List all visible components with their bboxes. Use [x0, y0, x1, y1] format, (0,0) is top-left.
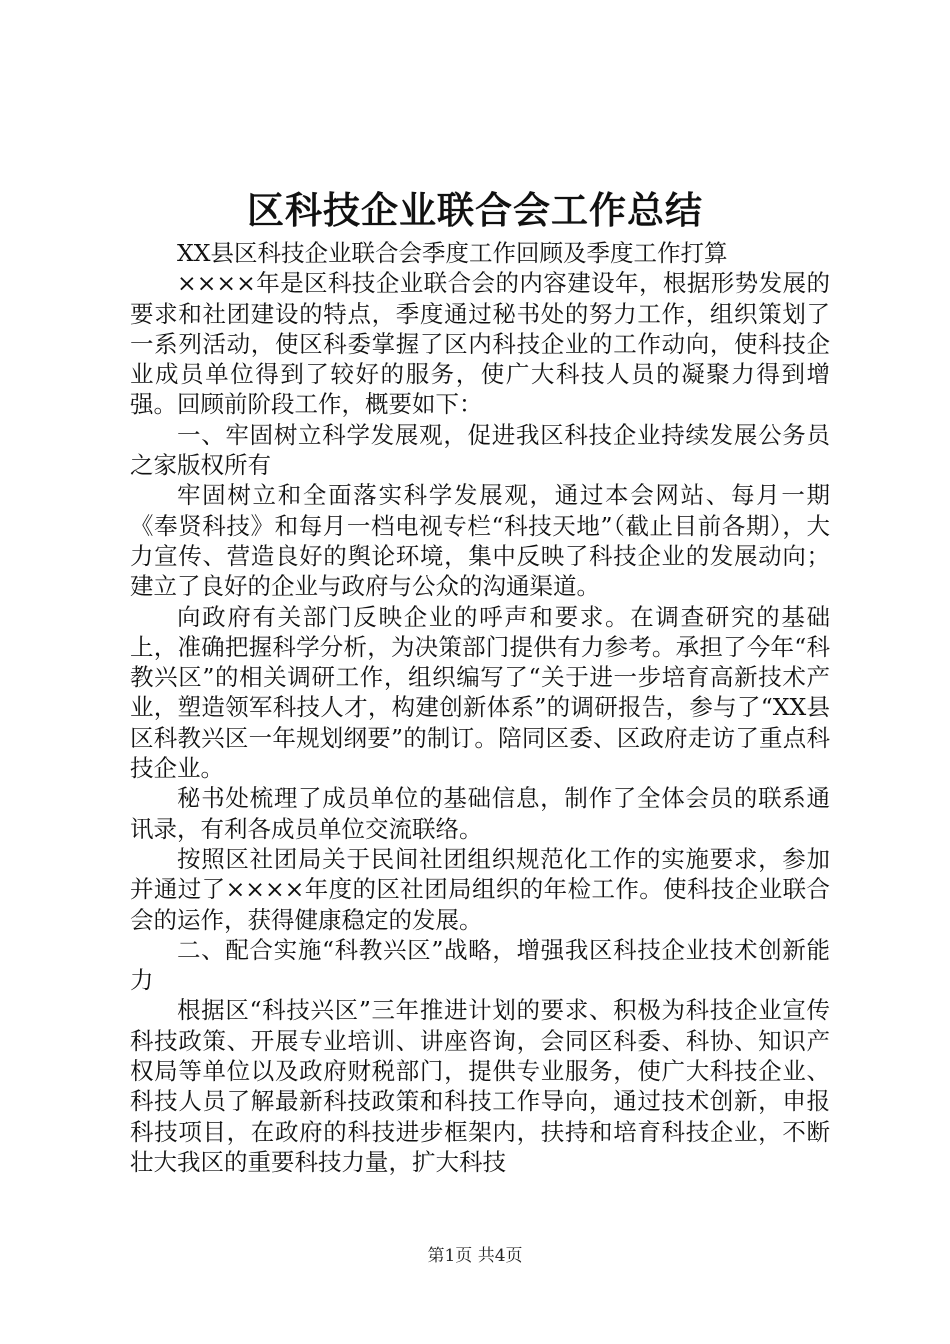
page-footer: 第1页 共4页 — [427, 1246, 523, 1266]
paragraph: ××××年是区科技企业联合会的内容建设年，根据形势发展的要求和社团建设的特点，季度通过秘书处的努力工作，组织策划了一系列活动，使区科委掌握了区内科技企业的工作动向，使科技企业成员单位得到了较好的服务，使广大科技人员的凝聚力得到增强。回顾前阶段工作，概要如下： — [130, 269, 830, 419]
paragraph: 秘书处梳理了成员单位的基础信息，制作了全体会员的联系通讯录，有利各成员单位交流联络。 — [130, 784, 830, 843]
paragraph-subtitle: XX县区科技企业联合会季度工作回顾及季度工作打算 — [177, 239, 728, 267]
document-title: 区科技企业联合会工作总结 — [247, 188, 703, 232]
section-heading: 二、配合实施“科教兴区”战略，增强我区科技企业技术创新能力 — [130, 935, 830, 995]
paragraph: 按照区社团局关于民间社团组织规范化工作的实施要求，参加并通过了××××年度的区社团局组织的年检工作。使科技企业联合会的运作，获得健康稳定的发展。 — [130, 844, 830, 934]
paragraph: 向政府有关部门反映企业的呼声和要求。在调查研究的基础上，准确把握科学分析，为决策部门提供有力参考。承担了今年“科教兴区”的相关调研工作，组织编写了“关于进一步培育高新技术产业，塑造领军科技人才，构建创新体系”的调研报告，参与了“XX县区科教兴区一年规划纲要”的制订。陪同区委、区政府走访了重点科技企业。 — [130, 602, 830, 783]
document-body — [130, 238, 830, 1177]
section-heading: 一、牢固树立科学发展观，促进我区科技企业持续发展公务员之家版权所有 — [130, 420, 830, 480]
paragraph: 牢固树立和全面落实科学发展观，通过本会网站、每月一期《奉贤科技》和每月一档电视专栏“科技天地”（截止目前各期），大力宣传、营造良好的舆论环境，集中反映了科技企业的发展动向；建立了良好的企业与政府与公众的沟通渠道。 — [130, 481, 830, 601]
paragraph: 根据区“科技兴区”三年推进计划的要求、积极为科技企业宣传科技政策、开展专业培训、讲座咨询，会同区科委、科协、知识产权局等单位以及政府财税部门，提供专业服务，使广大科技企业、科技人员了解最新科技政策和科技工作导向，通过技术创新，申报科技项目，在政府的科技进步框架内，扶持和培育科技企业，不断壮大我区的重要科技力量，扩大科技 — [130, 996, 830, 1176]
